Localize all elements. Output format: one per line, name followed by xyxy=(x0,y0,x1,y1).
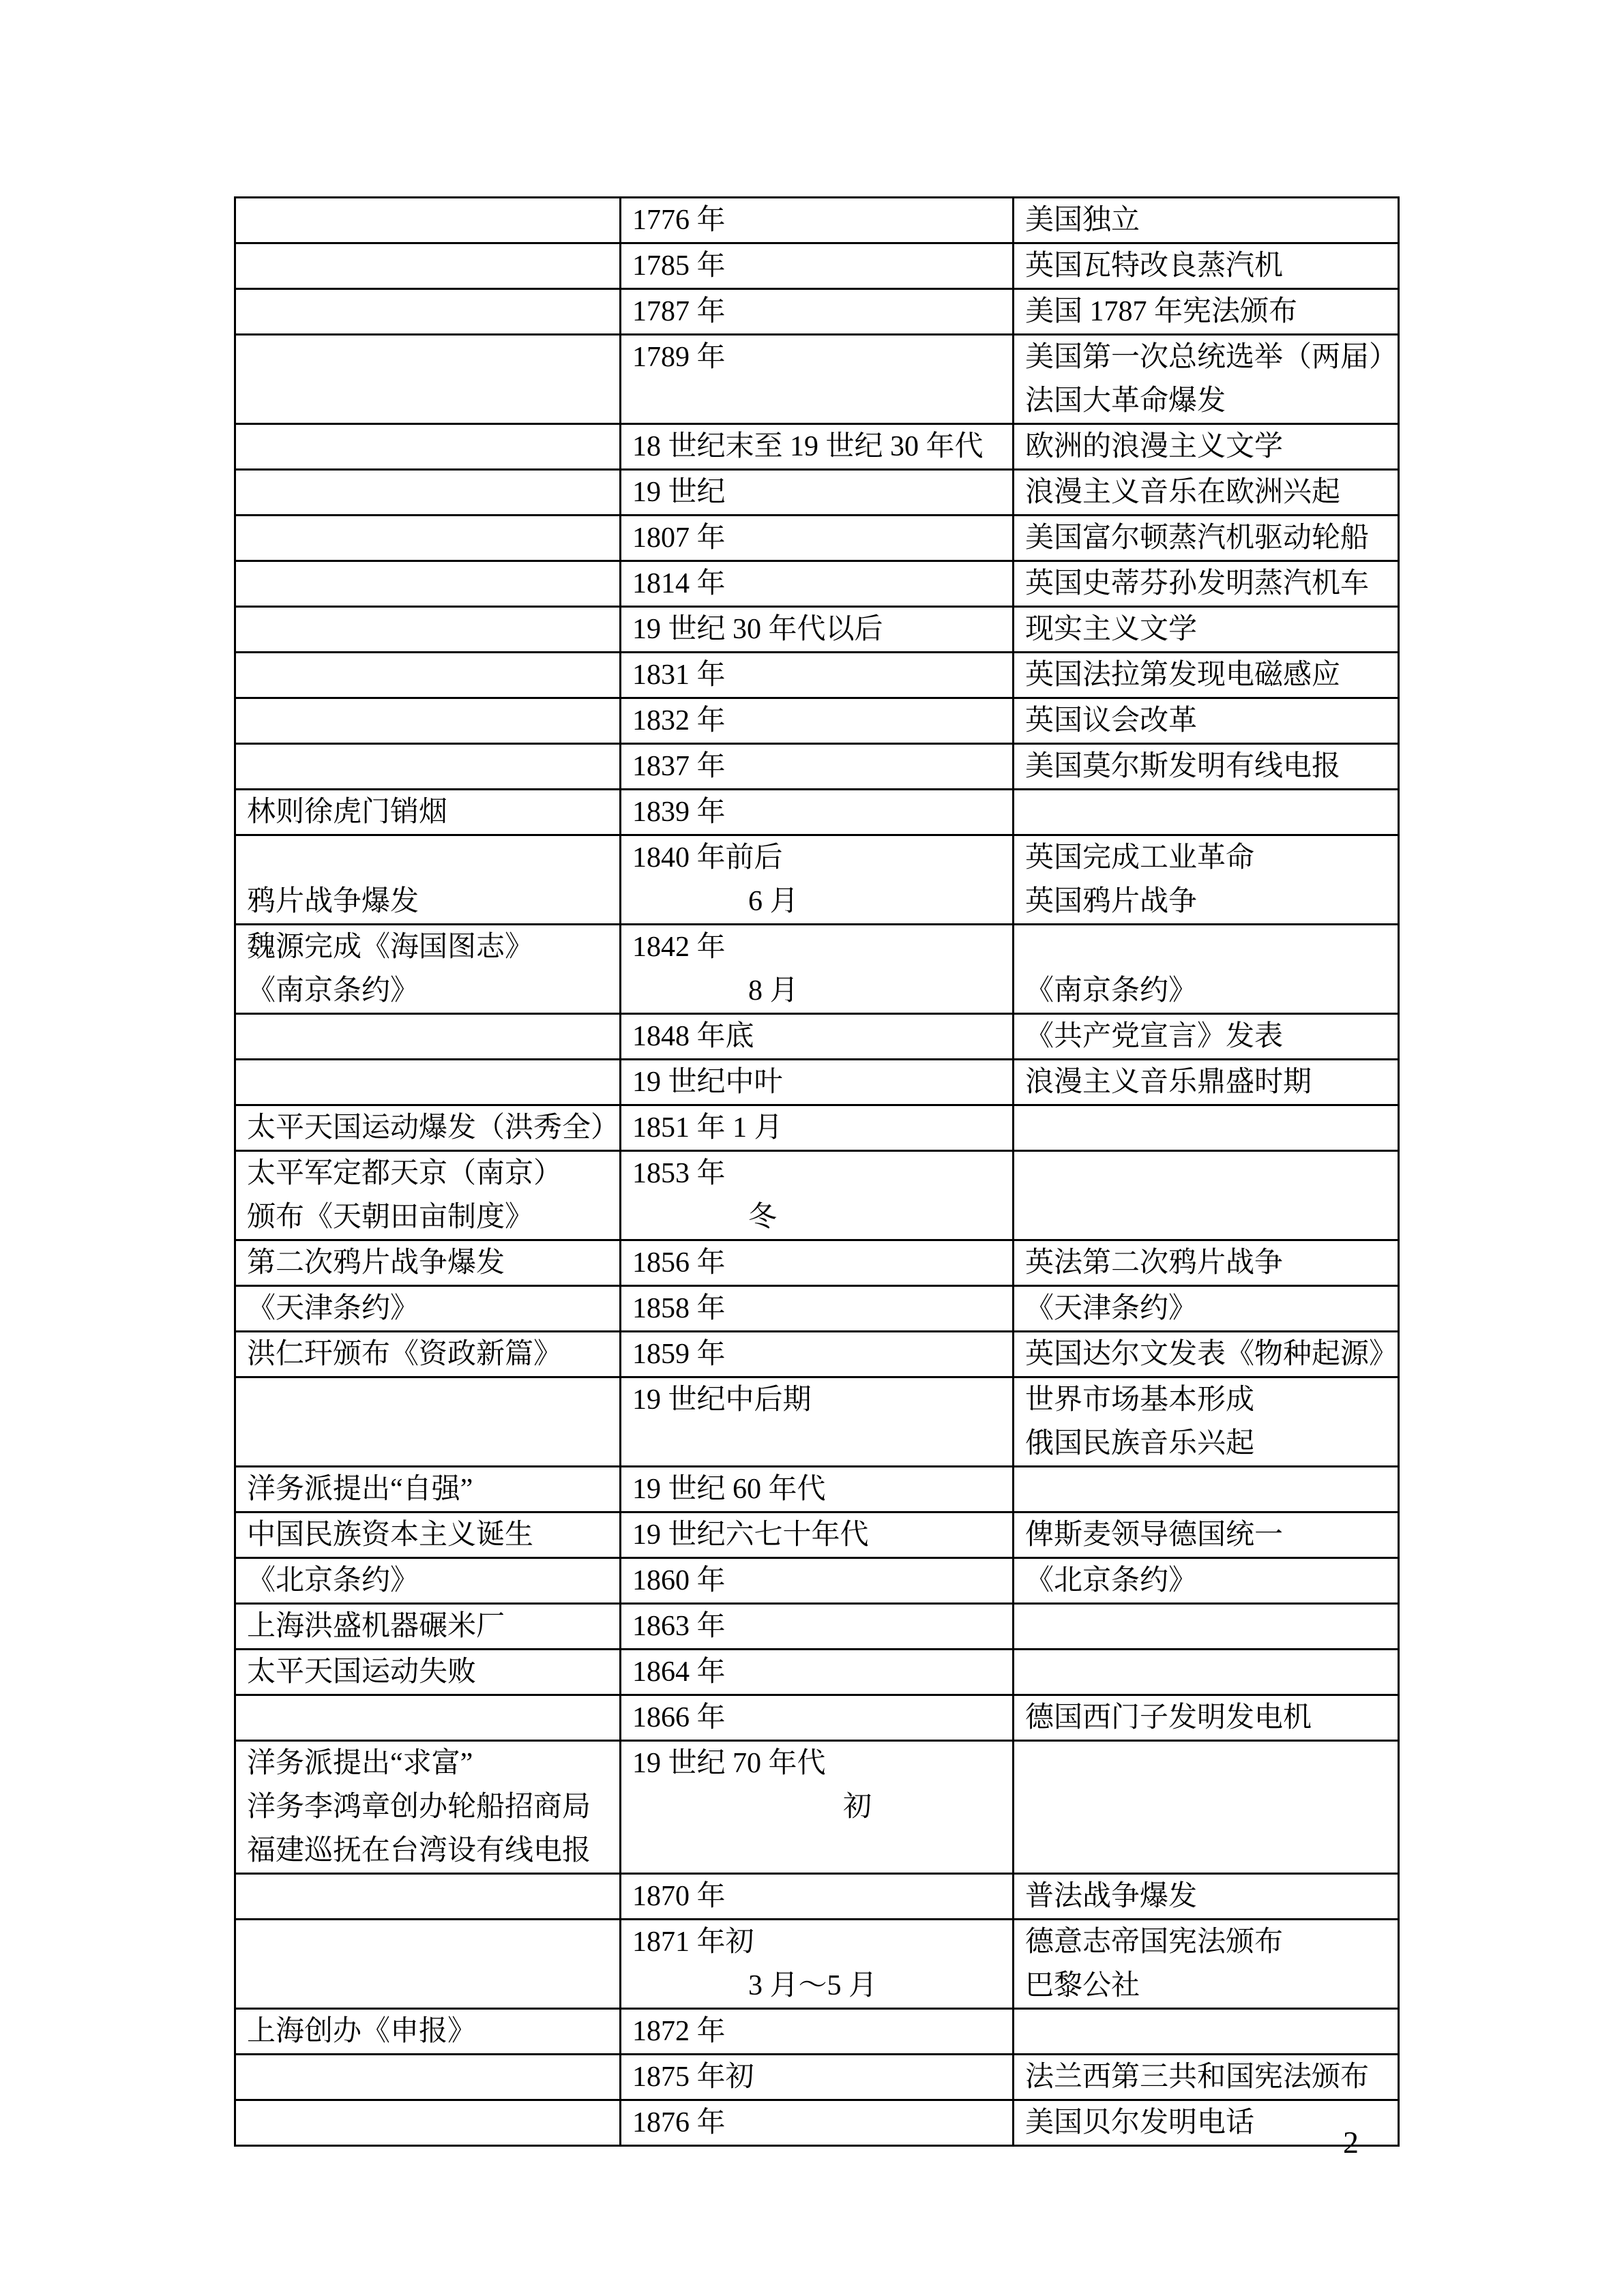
cell-world-event xyxy=(1014,1650,1399,1695)
table-row xyxy=(235,424,1399,470)
cell-china-event xyxy=(235,1151,621,1240)
cell-china-event xyxy=(235,1920,621,2009)
text-line: 3 月～5 月 xyxy=(748,1970,878,2001)
text-line xyxy=(236,745,619,788)
text-line: 福建巡抚在台湾设有线电报 xyxy=(247,1835,591,1866)
text-line: 1856 年 xyxy=(632,1247,726,1279)
text-line: 1840 年前后 xyxy=(632,842,783,874)
text-line: 1864 年 xyxy=(632,1656,726,1688)
cell-date xyxy=(621,470,1014,516)
cell-world-event xyxy=(1014,925,1399,1014)
cell-world-event xyxy=(1014,424,1399,470)
table-row xyxy=(235,1467,1399,1512)
text-line xyxy=(236,1060,619,1104)
text-line: 太平天国运动失败 xyxy=(247,1656,477,1688)
text-line xyxy=(1014,1605,1398,1648)
text-line xyxy=(236,336,619,379)
cell-date xyxy=(621,1286,1014,1332)
text-line: 洋务李鸿章创办轮船招商局 xyxy=(247,1791,591,1823)
text-line: 1860 年 xyxy=(632,1565,726,1596)
cell-world-event xyxy=(1014,1741,1399,1874)
text-line: 《天津条约》 xyxy=(247,1293,419,1324)
text-line: 《南京条约》 xyxy=(247,975,419,1007)
text-line xyxy=(236,1920,619,1964)
table-row xyxy=(235,607,1399,653)
cell-world-event xyxy=(1014,790,1399,835)
table-row xyxy=(235,1920,1399,2009)
cell-date xyxy=(621,1014,1014,1060)
cell-date xyxy=(621,2100,1014,2146)
text-line: 1839 年 xyxy=(632,796,726,828)
text-line: 初 xyxy=(843,1791,872,1823)
text-line xyxy=(1014,2010,1398,2053)
cell-china-event xyxy=(235,335,621,424)
cell-date xyxy=(621,289,1014,335)
text-line: 美国 1787 年宪法颁布 xyxy=(1025,296,1298,327)
text-line: 法国大革命爆发 xyxy=(1025,385,1226,417)
table-row xyxy=(235,1151,1399,1240)
table-row xyxy=(235,698,1399,744)
cell-china-event xyxy=(235,1286,621,1332)
cell-date xyxy=(621,1467,1014,1512)
cell-china-event xyxy=(235,1512,621,1558)
cell-world-event xyxy=(1014,653,1399,698)
cell-china-event xyxy=(235,289,621,335)
text-line: 1859 年 xyxy=(632,1339,726,1370)
cell-date xyxy=(621,835,1014,925)
text-line: 英国达尔文发表《物种起源》 xyxy=(1025,1339,1398,1370)
cell-china-event xyxy=(235,653,621,698)
cell-date xyxy=(621,1874,1014,1920)
cell-world-event xyxy=(1014,198,1399,243)
text-line: 1866 年 xyxy=(632,1702,726,1733)
cell-china-event xyxy=(235,2009,621,2055)
text-line xyxy=(1014,1106,1398,1150)
cell-world-event xyxy=(1014,2055,1399,2100)
text-line: 《北京条约》 xyxy=(247,1565,419,1596)
text-line: 英国议会改革 xyxy=(1025,705,1198,736)
text-line xyxy=(1014,790,1398,834)
table-row xyxy=(235,335,1399,424)
cell-date xyxy=(621,1650,1014,1695)
table-row xyxy=(235,1014,1399,1060)
text-line: 英国鸦片战争 xyxy=(1025,886,1198,917)
cell-date xyxy=(621,607,1014,653)
text-line: 19 世纪中叶 xyxy=(632,1067,783,1098)
table-row xyxy=(235,1695,1399,1741)
text-line: 普法战争爆发 xyxy=(1025,1881,1198,1912)
cell-china-event xyxy=(235,1558,621,1604)
cell-date xyxy=(621,1332,1014,1377)
text-line: 俾斯麦领导德国统一 xyxy=(1025,1519,1284,1551)
cell-date xyxy=(621,698,1014,744)
cell-date xyxy=(621,2055,1014,2100)
table-row xyxy=(235,744,1399,790)
cell-date xyxy=(621,424,1014,470)
table-row xyxy=(235,1512,1399,1558)
text-line: 19 世纪 xyxy=(632,477,726,508)
text-line: 英国法拉第发现电磁感应 xyxy=(1025,659,1341,691)
text-line xyxy=(236,1875,619,1918)
text-line: 英国完成工业革命 xyxy=(1025,842,1255,874)
text-line: 1851 年 1 月 xyxy=(632,1112,783,1144)
text-line: 洋务派提出“自强” xyxy=(247,1474,473,1505)
text-line xyxy=(236,471,619,514)
text-line: 1875 年初 xyxy=(632,2061,754,2093)
cell-date xyxy=(621,925,1014,1014)
text-line: 上海创办《申报》 xyxy=(247,2016,477,2047)
text-line xyxy=(1014,1152,1398,1195)
cell-date xyxy=(621,243,1014,289)
text-line: 巴黎公社 xyxy=(1025,1970,1140,2001)
cell-date xyxy=(621,2009,1014,2055)
cell-china-event xyxy=(235,1332,621,1377)
table-row xyxy=(235,1741,1399,1874)
cell-date xyxy=(621,1240,1014,1286)
cell-world-event xyxy=(1014,1286,1399,1332)
text-line xyxy=(236,290,619,333)
cell-world-event xyxy=(1014,289,1399,335)
table-row xyxy=(235,1060,1399,1105)
text-line: 1832 年 xyxy=(632,705,726,736)
cell-date xyxy=(621,1558,1014,1604)
cell-world-event xyxy=(1014,1920,1399,2009)
table-row xyxy=(235,516,1399,561)
cell-date xyxy=(621,335,1014,424)
text-line: 美国第一次总统选举（两届） xyxy=(1025,342,1398,373)
cell-date xyxy=(621,1604,1014,1650)
text-line xyxy=(1014,1467,1398,1511)
cell-date xyxy=(621,1151,1014,1240)
table-row xyxy=(235,835,1399,925)
text-line: 1853 年 xyxy=(632,1158,726,1189)
cell-world-event xyxy=(1014,1695,1399,1741)
cell-world-event xyxy=(1014,561,1399,607)
cell-date xyxy=(621,1512,1014,1558)
cell-china-event xyxy=(235,198,621,243)
cell-china-event xyxy=(235,561,621,607)
cell-china-event xyxy=(235,424,621,470)
text-line: 1831 年 xyxy=(632,659,726,691)
cell-date xyxy=(621,198,1014,243)
text-line: 1776 年 xyxy=(632,205,726,236)
text-line: 1876 年 xyxy=(632,2107,726,2138)
cell-china-event xyxy=(235,1695,621,1741)
table-row xyxy=(235,1650,1399,1695)
cell-china-event xyxy=(235,1377,621,1467)
text-line: 洪仁玕颁布《资政新篇》 xyxy=(247,1339,563,1370)
text-line: 18 世纪末至 19 世纪 30 年代 xyxy=(632,431,984,462)
timeline-table-body xyxy=(235,198,1399,2146)
cell-world-event xyxy=(1014,516,1399,561)
text-line: 冬 xyxy=(748,1202,778,1233)
cell-date xyxy=(621,1377,1014,1467)
table-row xyxy=(235,1377,1399,1467)
text-line xyxy=(236,516,619,560)
text-line xyxy=(236,836,619,880)
cell-china-event xyxy=(235,243,621,289)
cell-date xyxy=(621,1695,1014,1741)
text-line: 1842 年 xyxy=(632,931,726,963)
text-line: 1837 年 xyxy=(632,751,726,782)
text-line: 德意志帝国宪法颁布 xyxy=(1025,1926,1284,1958)
cell-world-event xyxy=(1014,1240,1399,1286)
cell-world-event xyxy=(1014,1604,1399,1650)
cell-china-event xyxy=(235,2100,621,2146)
text-line: 1785 年 xyxy=(632,250,726,282)
text-line: 《南京条约》 xyxy=(1025,975,1198,1007)
page-number: 2 xyxy=(1343,2125,1359,2160)
text-line: 林则徐虎门销烟 xyxy=(247,796,448,828)
text-line: 第二次鸦片战争爆发 xyxy=(247,1247,505,1279)
cell-date xyxy=(621,1920,1014,2009)
cell-china-event xyxy=(235,1650,621,1695)
text-line: 魏源完成《海国图志》 xyxy=(247,931,534,963)
cell-world-event xyxy=(1014,607,1399,653)
table-row xyxy=(235,2055,1399,2100)
cell-date xyxy=(621,561,1014,607)
cell-world-event xyxy=(1014,1874,1399,1920)
text-line: 1848 年底 xyxy=(632,1021,754,1052)
text-line: 美国独立 xyxy=(1025,205,1140,236)
text-line xyxy=(236,244,619,288)
table-row xyxy=(235,1105,1399,1151)
cell-china-event xyxy=(235,1741,621,1874)
text-line: 中国民族资本主义诞生 xyxy=(247,1519,534,1551)
cell-world-event xyxy=(1014,1512,1399,1558)
cell-world-event xyxy=(1014,1014,1399,1060)
text-line: 19 世纪 60 年代 xyxy=(632,1474,826,1505)
text-line xyxy=(1014,925,1398,969)
table-row xyxy=(235,2009,1399,2055)
cell-world-event xyxy=(1014,243,1399,289)
table-row xyxy=(235,1286,1399,1332)
cell-date xyxy=(621,1105,1014,1151)
cell-china-event xyxy=(235,1014,621,1060)
cell-world-event xyxy=(1014,1467,1399,1512)
text-line: 英国瓦特改良蒸汽机 xyxy=(1025,250,1284,282)
text-line: 19 世纪 30 年代以后 xyxy=(632,614,883,645)
cell-world-event xyxy=(1014,744,1399,790)
cell-china-event xyxy=(235,1240,621,1286)
text-line: 欧洲的浪漫主义文学 xyxy=(1025,431,1284,462)
text-line: 法兰西第三共和国宪法颁布 xyxy=(1025,2061,1370,2093)
text-line: 太平军定都天京（南京） xyxy=(247,1158,563,1189)
cell-world-event xyxy=(1014,1060,1399,1105)
text-line: 19 世纪 70 年代 xyxy=(632,1748,826,1779)
text-line: 世界市场基本形成 xyxy=(1025,1384,1255,1416)
text-line: 1787 年 xyxy=(632,296,726,327)
cell-china-event xyxy=(235,470,621,516)
text-line: 浪漫主义音乐鼎盛时期 xyxy=(1025,1067,1312,1098)
text-line xyxy=(1014,1650,1398,1694)
text-line xyxy=(236,1015,619,1058)
table-row xyxy=(235,1332,1399,1377)
cell-china-event xyxy=(235,925,621,1014)
cell-date xyxy=(621,744,1014,790)
cell-date xyxy=(621,790,1014,835)
text-line xyxy=(236,2101,619,2145)
timeline-table xyxy=(234,196,1400,2147)
text-line: 8 月 xyxy=(748,975,799,1007)
text-line: 英法第二次鸦片战争 xyxy=(1025,1247,1284,1279)
cell-world-event xyxy=(1014,2009,1399,2055)
table-row xyxy=(235,289,1399,335)
text-line: 德国西门子发明发电机 xyxy=(1025,1702,1312,1733)
text-line: 颁布《天朝田亩制度》 xyxy=(247,1202,534,1233)
cell-world-event xyxy=(1014,2100,1399,2146)
text-line: 《天津条约》 xyxy=(1025,1293,1198,1324)
text-line: 英国史蒂芬孙发明蒸汽机车 xyxy=(1025,568,1370,599)
text-line xyxy=(236,198,619,242)
text-line xyxy=(236,425,619,468)
table-row xyxy=(235,1604,1399,1650)
cell-china-event xyxy=(235,744,621,790)
table-row xyxy=(235,1874,1399,1920)
table-row xyxy=(235,243,1399,289)
cell-china-event xyxy=(235,835,621,925)
text-line: 1858 年 xyxy=(632,1293,726,1324)
text-line: 1863 年 xyxy=(632,1611,726,1642)
cell-world-event xyxy=(1014,335,1399,424)
cell-china-event xyxy=(235,790,621,835)
cell-world-event xyxy=(1014,835,1399,925)
text-line xyxy=(236,653,619,697)
table-row xyxy=(235,198,1399,243)
text-line xyxy=(1014,1742,1398,1785)
cell-world-event xyxy=(1014,470,1399,516)
cell-world-event xyxy=(1014,1151,1399,1240)
table-row xyxy=(235,653,1399,698)
text-line: 美国富尔顿蒸汽机驱动轮船 xyxy=(1025,522,1370,554)
text-line: 俄国民族音乐兴起 xyxy=(1025,1428,1255,1459)
cell-china-event xyxy=(235,1060,621,1105)
cell-china-event xyxy=(235,1105,621,1151)
cell-date xyxy=(621,1060,1014,1105)
cell-world-event xyxy=(1014,1332,1399,1377)
text-line: 1789 年 xyxy=(632,342,726,373)
text-line: 上海洪盛机器碾米厂 xyxy=(247,1611,505,1642)
cell-china-event xyxy=(235,2055,621,2100)
text-line: 1870 年 xyxy=(632,1881,726,1912)
text-line: 19 世纪六七十年代 xyxy=(632,1519,869,1551)
text-line xyxy=(236,2055,619,2099)
table-row xyxy=(235,925,1399,1014)
text-line: 鸦片战争爆发 xyxy=(247,886,419,917)
text-line: 1871 年初 xyxy=(632,1926,754,1958)
table-row xyxy=(235,2100,1399,2146)
table-row xyxy=(235,1240,1399,1286)
text-line: 洋务派提出“求富” xyxy=(247,1748,473,1779)
cell-china-event xyxy=(235,1467,621,1512)
text-line: 太平天国运动爆发（洪秀全） xyxy=(247,1112,620,1144)
text-line: 《共产党宣言》发表 xyxy=(1025,1021,1284,1052)
text-line xyxy=(236,562,619,606)
text-line: 浪漫主义音乐在欧洲兴起 xyxy=(1025,477,1341,508)
text-line: 1814 年 xyxy=(632,568,726,599)
text-line: 美国莫尔斯发明有线电报 xyxy=(1025,751,1341,782)
cell-world-event xyxy=(1014,698,1399,744)
text-line: 1807 年 xyxy=(632,522,726,554)
table-row xyxy=(235,561,1399,607)
cell-date xyxy=(621,1741,1014,1874)
text-line xyxy=(236,608,619,651)
table-row xyxy=(235,470,1399,516)
text-line: 6 月 xyxy=(748,886,799,917)
cell-china-event xyxy=(235,607,621,653)
table-row xyxy=(235,790,1399,835)
cell-world-event xyxy=(1014,1377,1399,1467)
cell-date xyxy=(621,653,1014,698)
text-line: 《北京条约》 xyxy=(1025,1565,1198,1596)
table-row xyxy=(235,1558,1399,1604)
text-line: 19 世纪中后期 xyxy=(632,1384,812,1416)
text-line: 1872 年 xyxy=(632,2016,726,2047)
text-line xyxy=(236,1378,619,1422)
cell-china-event xyxy=(235,698,621,744)
cell-world-event xyxy=(1014,1105,1399,1151)
cell-china-event xyxy=(235,1874,621,1920)
cell-china-event xyxy=(235,1604,621,1650)
cell-date xyxy=(621,516,1014,561)
cell-world-event xyxy=(1014,1558,1399,1604)
text-line: 美国贝尔发明电话 xyxy=(1025,2107,1255,2138)
cell-china-event xyxy=(235,516,621,561)
text-line xyxy=(236,699,619,743)
text-line xyxy=(236,1696,619,1740)
text-line: 现实主义文学 xyxy=(1025,614,1198,645)
